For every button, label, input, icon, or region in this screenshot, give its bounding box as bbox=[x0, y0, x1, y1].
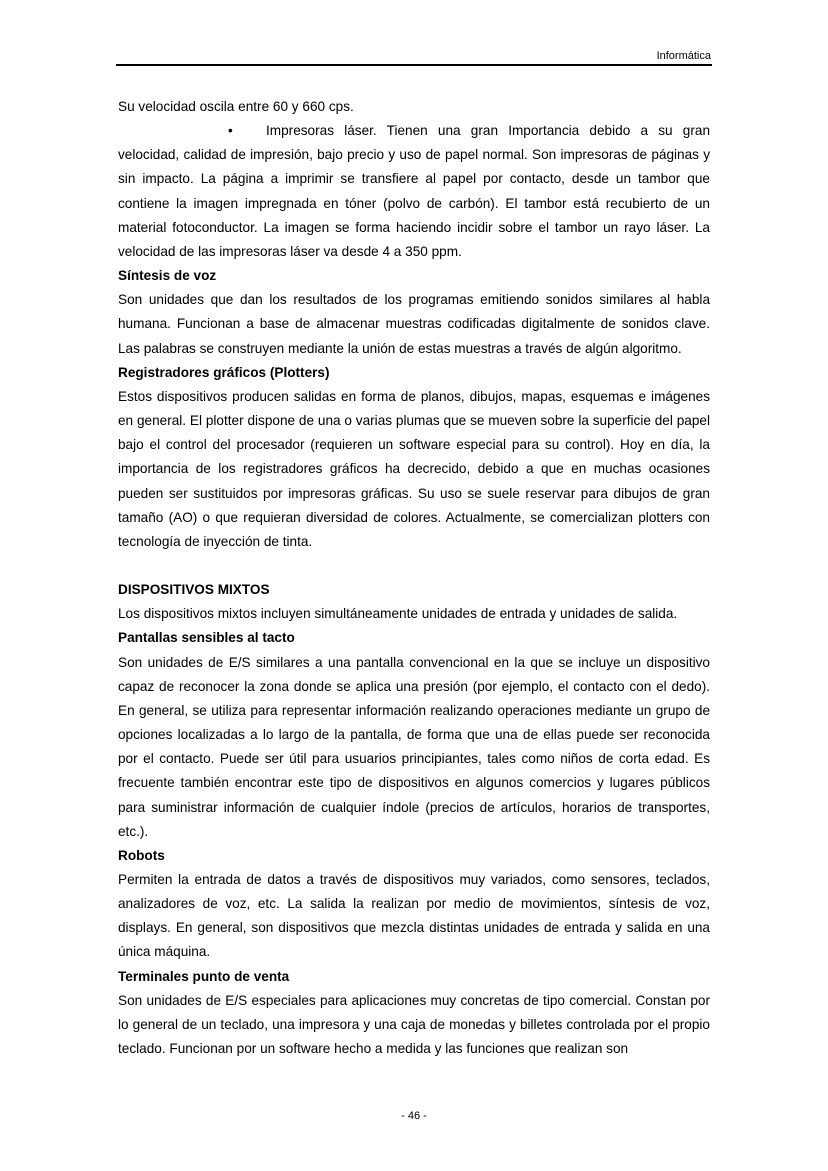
heading-pantallas: Pantallas sensibles al tacto bbox=[118, 630, 295, 646]
header-rule bbox=[116, 64, 712, 66]
heading-sintesis: Síntesis de voz bbox=[118, 268, 217, 284]
paragraph-terminales: Son unidades de E/S especiales para aplicaciones muy concretas de tipo comercial. Constan por lo general de un teclado, una impresora y una caja de monedas y billetes controlada por el propio teclado. Funcionan por un software hecho a medida y las funciones que realizan son bbox=[118, 992, 710, 1057]
bullet-icon: • bbox=[228, 123, 233, 139]
paragraph-plotters: Estos dispositivos producen salidas en forma de planos, dibujos, mapas, esquemas e imágenes en general. El plotter dispone de una o varias plumas que se mueven sobre la superficie del papel bajo el control del procesador (requieren un software especial para su control). Hoy en día, la importancia de los registradores gráficos ha decrecido, debido a que en muchas ocasiones pueden ser sustituidos por impresoras gráficas. Su uso se suele reservar para dibujos de gran tamaño (AO) o que requieran diversidad de colores. Actualmente, se comercializan plotters con tecnología de inyección de tinta. bbox=[118, 388, 710, 549]
page-body bbox=[118, 95, 710, 1061]
bullet-first-line: Impresoras láser. Tienen una gran Importancia debido a su gran bbox=[266, 123, 710, 139]
bullet-item-laser bbox=[228, 119, 710, 143]
paragraph-velocidad: Su velocidad oscila entre 60 y 660 cps. bbox=[118, 99, 354, 114]
section-spacer bbox=[118, 554, 710, 578]
paragraph-sintesis: Son unidades que dan los resultados de los programas emitiendo sonidos similares al habla humana. Funcionan a base de almacenar muestras codificadas digitalmente de sonidos clave. Las palabras se construyen mediante la unión de estas muestras a través de algún algoritmo. bbox=[118, 292, 710, 356]
heading-mixtos: DISPOSITIVOS MIXTOS bbox=[118, 582, 270, 598]
heading-robots: Robots bbox=[118, 847, 165, 863]
heading-terminales: Terminales punto de venta bbox=[118, 968, 290, 984]
paragraph-pantallas: Son unidades de E/S similares a una pantalla convencional en la que se incluye un dispositivo capaz de reconocer la zona donde se aplica una presión (por ejemplo, el contacto con el dedo). En general, se utiliza para representar información realizando operaciones mediante un grupo de opciones localizadas a lo largo de la pantalla, de forma que una de ellas puede ser reconocida por el contacto. Puede ser útil para usuarios principiantes, tales como niños de corta edad. Es frecuente también encontrar este tipo de dispositivos en algunos comercios y lugares públicos para suministrar información de cualquier índole (precios de artículos, horarios de transportes, etc.). bbox=[118, 654, 710, 839]
paragraph-mixtos: Los dispositivos mixtos incluyen simultáneamente unidades de entrada y unidades de salida. bbox=[118, 606, 678, 622]
heading-plotters: Registradores gráficos (Plotters) bbox=[118, 364, 330, 380]
paragraph-robots: Permiten la entrada de datos a través de dispositivos muy variados, como sensores, teclados, analizadores de voz, etc. La salida la realizan por medio de movimientos, síntesis de voz, displays. En general, son dispositivos que mezcla distintas unidades de entrada y salida en una única máquina. bbox=[118, 871, 710, 960]
running-header: Informática bbox=[656, 50, 711, 62]
paragraph-laser: velocidad, calidad de impresión, bajo precio y uso de papel normal. Son impresoras de páginas y sin impacto. La página a imprimir se transfiere al papel por contacto, desde un tambor que contiene la imagen impregnada en tóner (polvo de carbón). El tambor está recubierto de un material fotoconductor. La imagen se forma haciendo incidir sobre el tambor un rayo láser. La velocidad de las impresoras láser va desde 4 a 350 ppm. bbox=[118, 147, 710, 259]
page-number: - 46 - bbox=[401, 1110, 427, 1122]
